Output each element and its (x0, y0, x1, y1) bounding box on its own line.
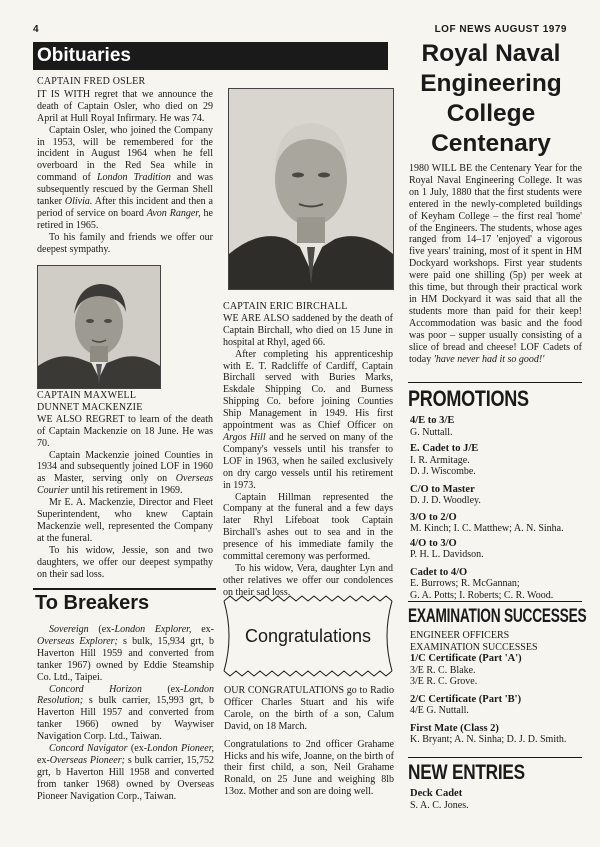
birchall-p4: To his widow, Vera, daughter Lyn and other relatives we offer our condolences on their sad loss. (223, 562, 393, 598)
entry-category: Deck Cadet (410, 788, 463, 799)
birchall-obituary (223, 301, 393, 599)
exams-title: EXAMINATION SUCCESSES (408, 606, 587, 627)
breaker-item-concord-navigator: Concord Navigator (ex-London Pioneer, ex-Overseas Pioneer; s bulk carrier, 15,752 grt, b Haverton Hill 1958 and converted from tanker 1968) owned by Overseas Pioneer Navigation Corp., Taiwan. (37, 743, 215, 802)
exams-rule (408, 601, 582, 602)
promo-rank: 4/O to 3/O (410, 537, 457, 549)
entry-name: S. A. C. Jones. (410, 799, 469, 811)
exams-list (410, 630, 582, 746)
obituaries-banner: Obituaries (33, 42, 388, 70)
promo-names: D. J. D. Woodley. (410, 495, 481, 506)
exam-cert: 2/C Certificate (Part 'B') (410, 693, 522, 705)
new-entries-title: NEW ENTRIES (408, 761, 525, 784)
breakers-list (37, 624, 214, 803)
mackenzie-p2: Captain Mackenzie joined Counties in 1934 and subsequently joined LOF in 1960 as Master, serving only on Overseas Courier until his retirement in 1969. (37, 449, 213, 497)
mackenzie-name-1: CAPTAIN MAXWELL (37, 390, 137, 401)
promo-rank: Cadet to 4/O (410, 566, 468, 578)
new-entries-rule (408, 757, 582, 758)
issue-title: LOF NEWS AUGUST 1979 (434, 24, 567, 35)
mackenzie-p3: Mr E. A. Mackenzie, Director and Fleet Superintendent, who knew Captain Mackenzie well, represented the Company at the funeral. (37, 497, 213, 544)
exam-cert: 1/C Certificate (Part 'A') (410, 653, 522, 664)
rnec-article: 1980 WILL BE the Centenary Year for the Royal Naval Engineering College. It was on 1 July, 1880 that the first students were entered in the newly-completed buildings of Keyham College – the first real 'home' of the Engineers. The students, whose ages ranged from 14–17 'enjoyed' a vigorous five years' training, most of it spent in HM Dockyard workshops. First year students were paid one shilling (5p) per week at this time, but through their practical work in HM Dockyard it was said that all the students more than paid for their keep! Accommodation was basic and the food was poor – supper usually consisting of a slice of bread and cheese! LOF Cadets of today 'have never had it so good!' (409, 163, 582, 365)
breaker-item-concord-horizon: Concord Horizon (ex-London Resolution; s bulk carrier, 15,993 grt, b Haverton Hill 1957 and converted from tanker 1966) owned by Waywiser Navigation Corp. Ltd., Taiwan. (37, 683, 214, 743)
breakers-title: To Breakers (35, 592, 150, 614)
promotions-list (410, 412, 582, 601)
promotions-title: PROMOTIONS (408, 386, 529, 411)
promo-names: G. Nuttall. (410, 426, 453, 438)
promo-rank: 4/E to 3/E (410, 415, 455, 426)
promo-names: I. R. Armitage. (410, 454, 470, 466)
breakers-rule (33, 588, 216, 590)
portrait-image (229, 89, 393, 289)
exam-names: K. Bryant; A. N. Sinha; D. J. D. Smith. (410, 734, 567, 745)
exams-subhead: EXAMINATION SUCCESSES (410, 641, 538, 653)
exams-subhead: ENGINEER OFFICERS (410, 630, 510, 641)
birchall-p3: Captain Hillman represented the Company at the funeral and a few days later Rhyl Lifeboat took Captain Birchall's ashes out to sea and in the presence of his immediate family the committal ceremony was performed. (223, 491, 393, 563)
promo-rank: C/O to Master (410, 483, 475, 495)
exam-cert: First Mate (Class 2) (410, 722, 499, 734)
breaker-item-sovereign: Sovereign (ex-London Explorer, ex-Overseas Explorer; s bulk, 15,934 grt, b Haverton Hill 1959 and converted from tanker 1967) owned by Eddie Steamship Co. Ltd., Taipei. (37, 624, 215, 683)
birchall-p2: After completing his apprenticeship with E. T. Radcliffe of Cardiff, Captain Birchall served with Buries Marks, Eskdale Shipping Co. and Burness Shipping Co. before joining Counties Ship Management in 1949. His first appointment was as Chief Officer on Argos Hill and he served on many of the Company's vessels until his transfer to LOF in 1963, when he sailed exclusively on dry cargo vessels until his retirement in 1973. (223, 348, 393, 491)
mackenzie-name-2: DUNNET MACKENZIE (37, 401, 143, 413)
promo-rank: E. Cadet to J/E (410, 443, 479, 454)
osler-p1: IT IS WITH regret that we announce the death of Captain Osler, who died on 29 April at Hull Royal Infirmary. He was 74. (37, 88, 213, 124)
page-number: 4 (33, 24, 39, 35)
promo-names: E. Burrows; R. McGannan; (410, 578, 520, 589)
rnec-title: Royal Naval Engineering College Centenary (420, 40, 562, 157)
birchall-photo (228, 88, 394, 290)
exam-names: 4/E G. Nuttall. (410, 705, 469, 716)
birchall-name: CAPTAIN ERIC BIRCHALL (223, 301, 348, 312)
promo-names: P. H. L. Davidson. (410, 549, 484, 560)
osler-p2: Captain Osler, who joined the Company in 1953, will be remembered for the incident in August 1964 when he fell overboard in the Red Sea while in command of London Tradition and was subsequently rescued by the German Shell tanker Olivia. After this incident and then a period of service on board Avon Ranger, he retired in 1965. (37, 124, 213, 231)
osler-p3: To his family and friends we offer our deepest sympathy. (37, 231, 213, 255)
promo-names: D. J. Wiscombe. (410, 466, 476, 477)
promotions-rule (408, 382, 582, 383)
exam-names: 3/E R. C. Blake. (410, 664, 476, 676)
promo-names: M. Kinch; I. C. Matthew; A. N. Sinha. (410, 523, 564, 534)
congrats-p1: OUR CONGRATULATIONS go to Radio Officer Charles Stuart and his wife Carole, on the birth of a son, Calum David, on 18 March. (224, 685, 394, 732)
promo-names: G. A. Potts; I. Roberts; C. R. Wood. (410, 589, 554, 601)
page-header (33, 24, 567, 38)
promo-rank: 3/O to 2/O (410, 511, 457, 523)
mackenzie-p1: WE ALSO REGRET to learn of the death of Captain Mackenzie on 18 June. He was 70. (37, 413, 213, 449)
mackenzie-photo (37, 265, 161, 389)
osler-name: CAPTAIN FRED OSLER (37, 76, 146, 87)
mackenzie-p4: To his widow, Jessie, son and two daughters, we offer our deepest sympathy on their sad loss. (37, 544, 213, 580)
mackenzie-obituary (37, 390, 213, 581)
congrats-p2: Congratulations to 2nd officer Grahame Hicks and his wife, Joanne, on the birth of their first child, a son, Neil Grahame Ronald, on 25 June and weighing 8lb 13oz. Mother and son are doing well. (224, 738, 394, 798)
exam-names: 3/E R. C. Grove. (410, 676, 478, 687)
osler-obituary (37, 76, 213, 256)
congratulations-title: Congratulations (244, 626, 372, 646)
new-entries-list (410, 785, 582, 811)
birchall-p1: WE ARE ALSO saddened by the death of Captain Birchall, who died on 15 June in hospital at Rhyl, aged 66. (223, 312, 393, 348)
congratulations-body (224, 685, 394, 798)
portrait-image (38, 266, 160, 388)
